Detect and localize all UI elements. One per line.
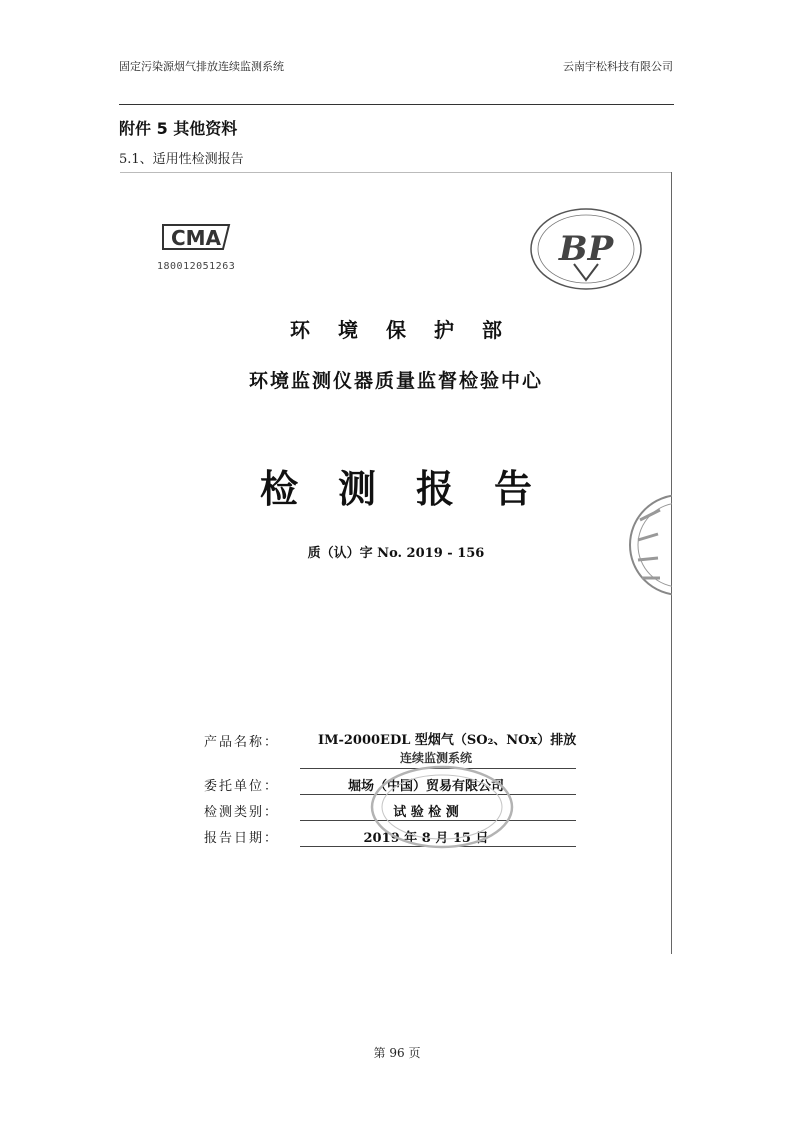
bp-seal-icon (528, 206, 644, 292)
side-seal-icon (620, 490, 672, 600)
cma-logo-icon (157, 219, 235, 255)
page-number: 第 96 页 (373, 1046, 421, 1060)
report-date-value: 2019 年 8 月 15 日 (363, 831, 489, 846)
official-stamp-icon (367, 762, 517, 852)
organization-line-2: 环境监测仪器质量监督检验中心 (248, 370, 543, 392)
test-type-label: 检测类别： (204, 805, 280, 820)
test-type-value: 试 验 检 测 (393, 805, 459, 820)
scanned-report-cover (120, 172, 672, 954)
report-title: 检测报告 (259, 466, 572, 511)
report-number: 质（认）字 No. 2019 - 156 (307, 546, 485, 561)
header-left-title: 固定污染源烟气排放连续监测系统 (119, 60, 284, 73)
product-name-value-line2: 连续监测系统 (400, 751, 473, 765)
header-divider (119, 104, 674, 105)
organization-line-1: 环境保护部 (290, 318, 530, 342)
svg-text:BP: BP (558, 229, 614, 269)
report-date-label: 报告日期： (204, 831, 280, 846)
product-name-label: 产品名称： (204, 735, 280, 750)
product-name-value: IM-2000EDL 型烟气（SO₂、NOx）排放 (318, 733, 577, 748)
client-value: 堀场（中国）贸易有限公司 (347, 779, 504, 794)
scan-top-edge (120, 172, 672, 173)
svg-text:CMA: CMA (170, 226, 222, 250)
section-subtitle: 5.1、适用性检测报告 (119, 152, 244, 167)
section-title: 附件 5 其他资料 (119, 119, 238, 138)
cma-certification-mark (157, 219, 241, 272)
client-label: 委托单位： (204, 779, 280, 794)
header-company-name: 云南宇松科技有限公司 (563, 60, 673, 73)
cma-number: 180012051263 (157, 261, 236, 272)
